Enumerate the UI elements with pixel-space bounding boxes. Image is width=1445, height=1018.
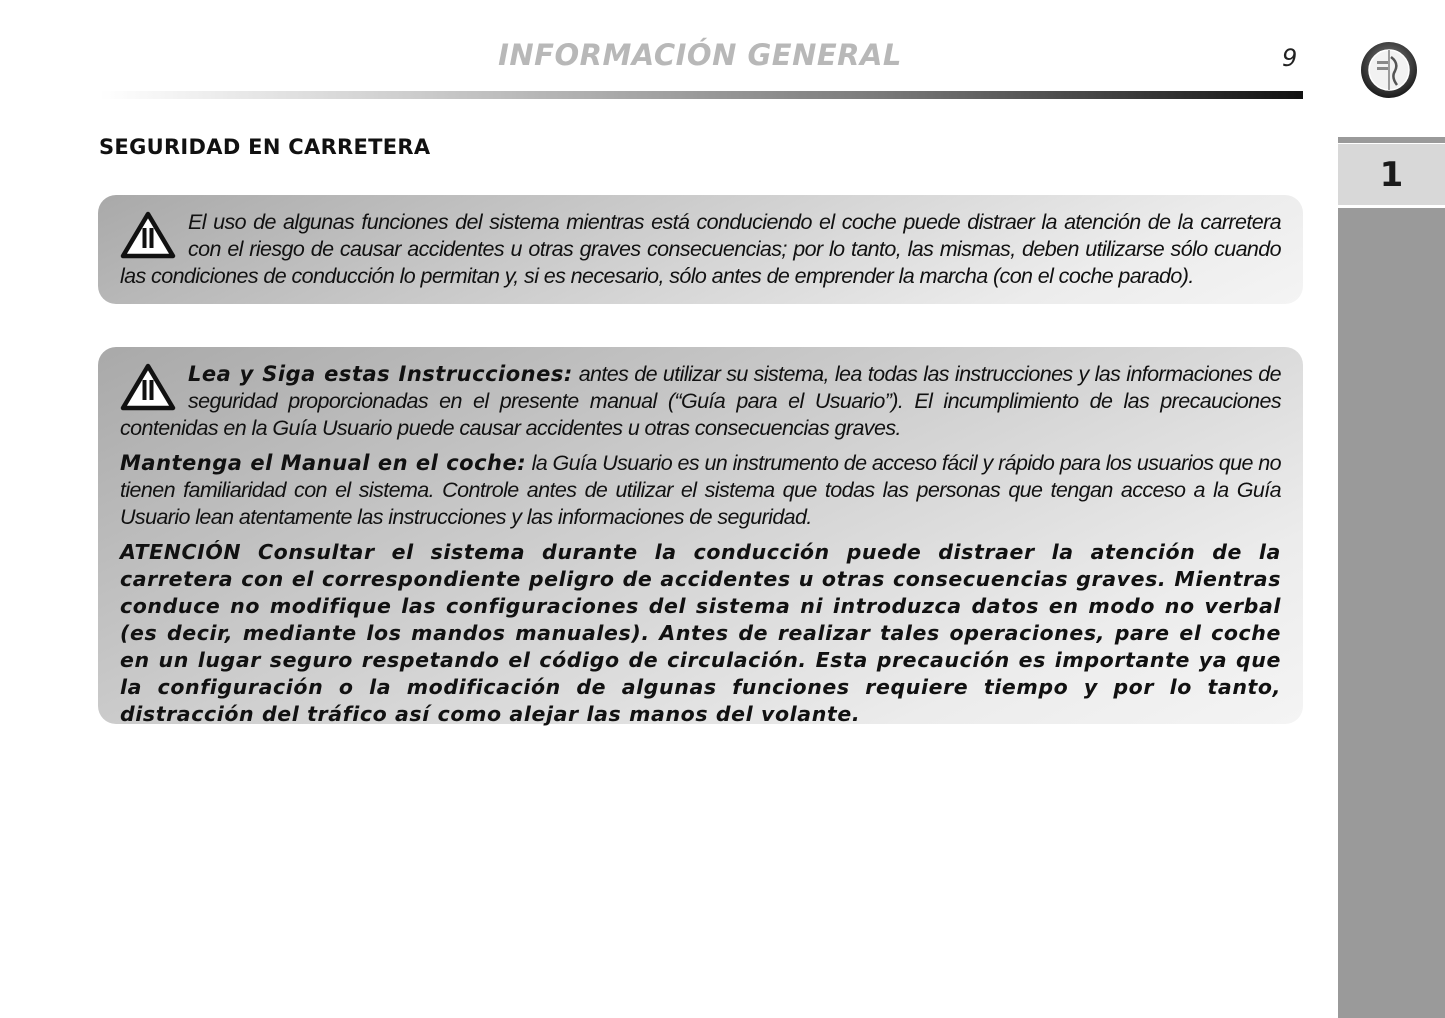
page-title: INFORMACIÓN GENERAL [498,38,902,72]
paragraph-lead: Mantenga el Manual en el coche: [120,451,527,475]
paragraph-lead: Lea y Siga estas Instrucciones: [188,362,573,386]
paragraph-body: Consultar el sistema durante la conducción puede distraer la atención de la carretera con el correspondiente peligro de accidentes u otras consecuencias graves. Mientras conduce no modifique las configuraciones del sistema ni introduzca datos en modo no verbal (es decir, mediante los mandos manuales). Antes de realizar tales operaciones, pare el coche en un lugar seguro respetando el código de circulación. Esta precaución es importante ya que la configuración o la modificación de algunas funciones requiere tiempo y por lo tanto, distracción del tráfico así como alejar las manos del volante. [120,540,1281,726]
paragraph-body: la Guía Usuario es un instrumento de acceso fácil y rápido para los usuarios que no tienen familiaridad con el sistema. Controle antes de utilizar el sistema que todas las personas que tengan acceso a la Guía Usuario lean atentamente las instrucciones y las informaciones de seguridad. [120,451,1281,529]
warning-paragraph [120,450,1281,531]
warning-paragraph-attention [120,539,1281,728]
chapter-side-strip [1338,0,1445,1018]
warning-triangle-icon [120,363,176,411]
chapter-number-tab: 1 [1338,143,1445,208]
warning-paragraph [120,361,1281,442]
alfa-romeo-logo-icon [1360,41,1418,99]
section-heading: SEGURIDAD EN CARRETERA [99,135,431,159]
warning-triangle-icon [120,211,176,259]
warning-box [98,347,1303,724]
paragraph-lead: ATENCIÓN [120,540,242,564]
header-divider [100,91,1303,99]
warning-box [98,195,1303,304]
warning-text: El uso de algunas funciones del sistema mientras está conduciendo el coche puede distraer la atención de la carretera con el riesgo de causar accidentes u otras graves consecuencias; por lo tanto, las mismas, deben utilizarse sólo cuando las condiciones de conducción lo permitan y, si es necesario, sólo antes de emprender la marcha (con el coche parado). [120,210,1281,288]
page-number: 9 [1282,44,1298,72]
paragraph-body: antes de utilizar su sistema, lea todas las instrucciones y las informaciones de seguridad proporcionadas en el presente manual (“Guía para el Usuario”). El incumplimiento de las precauciones contenidas en la Guía Usuario puede causar accidentes u otras consecuencias graves. [120,362,1281,440]
logo-area [1338,0,1445,137]
